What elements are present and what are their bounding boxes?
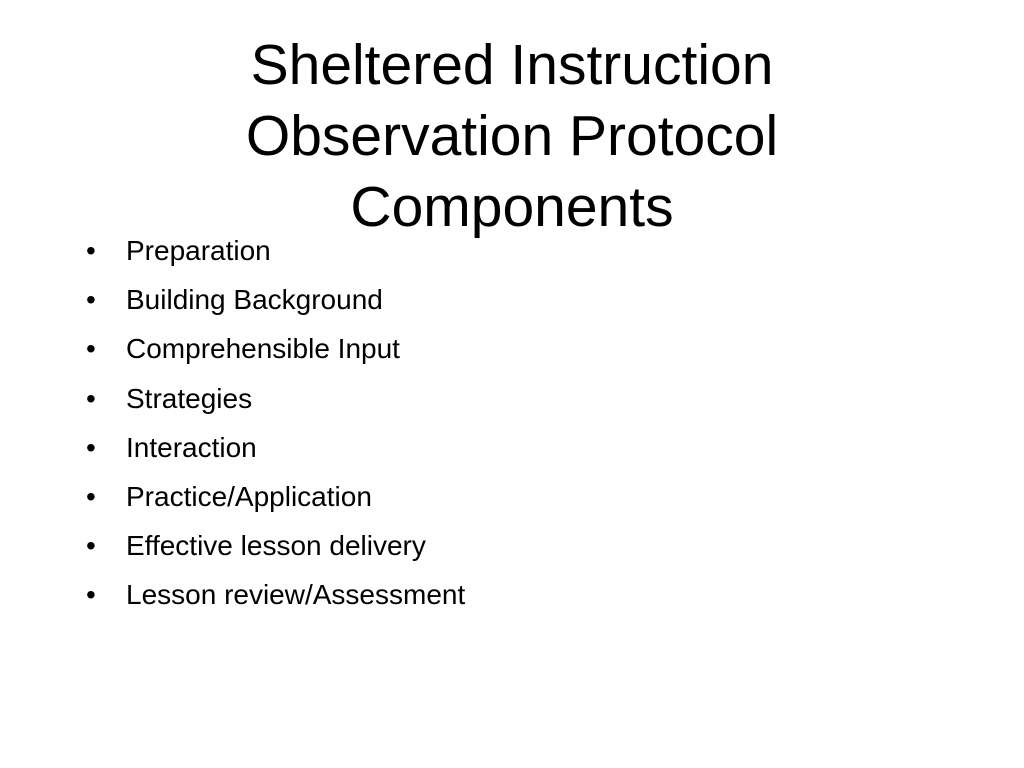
bullet-marker: • — [86, 431, 96, 463]
bullet-text: Interaction — [126, 431, 257, 463]
bullet-item-comprehensible-input — [86, 324, 946, 373]
bullet-item-building-background — [86, 275, 946, 324]
bullet-marker: • — [86, 480, 96, 512]
bullet-item-strategies — [86, 374, 946, 423]
bullet-text: Lesson review/Assessment — [126, 579, 466, 611]
bullet-marker: • — [86, 333, 96, 365]
bullet-text: Effective lesson delivery — [126, 530, 426, 562]
bullet-item-interaction — [86, 423, 946, 472]
bullet-text: Comprehensible Input — [126, 333, 400, 365]
bullet-text: Practice/Application — [126, 480, 372, 512]
title-line: Sheltered Instruction — [250, 33, 774, 97]
bullet-marker: • — [86, 579, 96, 611]
bullet-item-practice-application — [86, 472, 946, 521]
bullet-item-preparation — [86, 226, 946, 275]
title-line: Observation Protocol — [245, 104, 779, 168]
bullet-marker: • — [86, 284, 96, 316]
title-line: Components — [350, 175, 674, 239]
bullet-item-effective-lesson-delivery — [86, 521, 946, 570]
bullet-text: Strategies — [126, 382, 253, 414]
bullet-marker: • — [86, 382, 96, 414]
bullet-marker: • — [86, 235, 96, 266]
bullet-item-lesson-review-assessment — [86, 570, 946, 619]
bullet-text: Building Background — [126, 284, 383, 316]
bullet-list — [86, 226, 946, 620]
bullet-marker: • — [86, 530, 96, 562]
bullet-text: Preparation — [126, 235, 271, 266]
slide-title — [112, 30, 912, 243]
